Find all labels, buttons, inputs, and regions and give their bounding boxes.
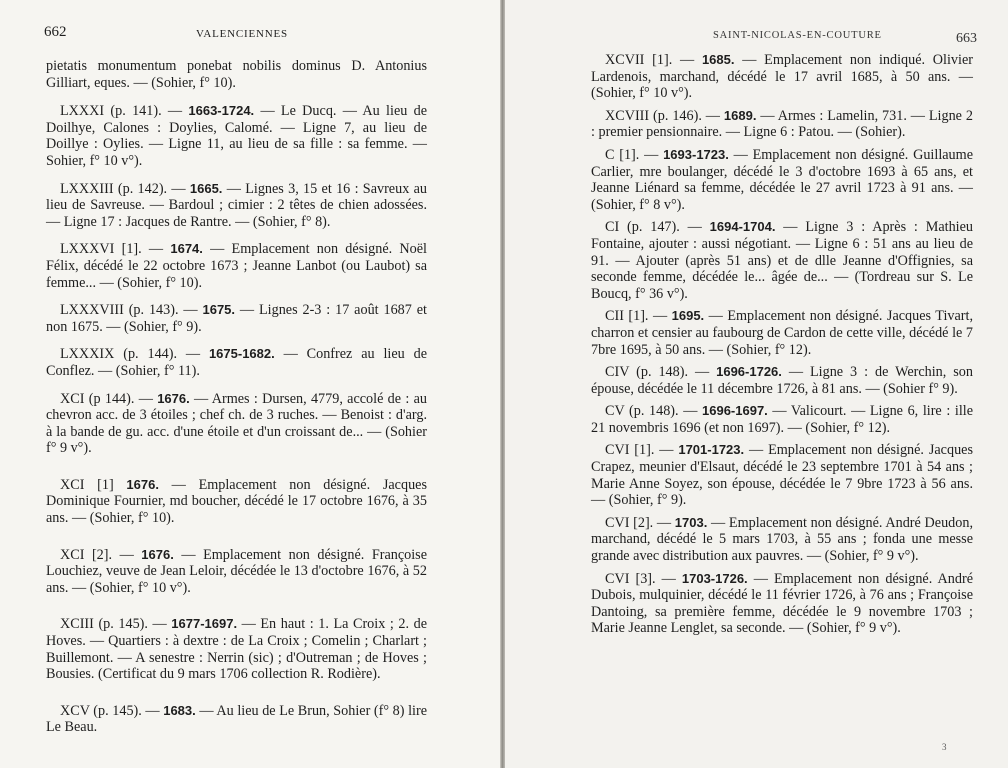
entry-dates: 1675. xyxy=(202,302,236,318)
entry-ref: CII [1]. — xyxy=(605,308,672,325)
entry-text: — Valicourt. — Ligne 6, lire : ille 21 novembris 1696 (et non 1697). — (Sohier, f° 12). xyxy=(591,403,974,436)
catalog-entry xyxy=(591,308,973,358)
entry-dates: 1683. xyxy=(163,702,196,718)
entry-text: — Lignes 2-3 : 17 août 1687 et non 1675. — (Sohier, f° 9). xyxy=(46,302,427,335)
entry-dates: 1695. xyxy=(671,308,705,324)
catalog-entry xyxy=(46,616,427,682)
entry-dates: 1674. xyxy=(170,241,203,257)
entry-dates: 1676. xyxy=(126,476,159,492)
entry-ref: LXXXIII (p. 142). — xyxy=(60,180,190,197)
entry-ref: CVI [1]. — xyxy=(605,442,679,459)
entry-text: — Armes : Dursen, 4779, accolé de : au chevron acc. de 3 étoiles ; chef ch. de 3 ruches. — Benoist : d'arg. à la bande de gu. acc. d'une étoile et d'un croissant de... — (Sohier f° 9 v°). xyxy=(46,390,428,457)
text-column xyxy=(591,52,973,643)
left-page xyxy=(0,0,500,768)
right-page xyxy=(505,0,1008,768)
entry-list xyxy=(46,103,427,736)
catalog-entry xyxy=(46,547,427,597)
catalog-entry xyxy=(591,515,973,565)
running-head: SAINT-NICOLAS-EN-COUTURE xyxy=(713,30,882,41)
entry-dates: 1703. xyxy=(674,514,708,530)
entry-text: — Emplacement non désigné. Françoise Louchiez, veuve de Jean Leloir, décédée le 13 d'octobre 1676, à 52 ans. — (Sohier, f° 10 v°). xyxy=(46,546,427,596)
entry-text: — Armes : Lamelin, 731. — Ligne 2 : premier pensionnaire. — Ligne 6 : Patou. — (Sohier). xyxy=(591,107,973,141)
entry-ref: C [1]. — xyxy=(605,146,664,163)
entry-text: — Emplacement non désigné. Noël Félix, décédé le 22 octobre 1673 ; Jeanne Lanbot (ou Laubot) sa femme... — (Sohier, f° 10). xyxy=(46,241,427,291)
entry-ref: LXXXVIII (p. 143). — xyxy=(60,302,203,319)
catalog-entry xyxy=(46,103,427,169)
entry-text: — Emplacement non désigné. Jacques Dominique Fournier, md boucher, décédé le 17 octobre 1676, à 35 ans. — (Sohier, f° 10). xyxy=(46,476,427,527)
entry-text: — Au lieu de Le Brun, Sohier (f° 8) lire Le Beau. xyxy=(46,702,427,736)
catalog-entry xyxy=(591,108,973,141)
text-column xyxy=(46,58,427,747)
catalog-entry xyxy=(591,52,973,102)
catalog-entry xyxy=(591,571,973,637)
entry-text: — Lignes 3, 15 et 16 : Savreux au lieu de Savreuse. — Bardoul ; cimier : 2 têtes de chien adossées. — Ligne 17 : Jacques de Rantre. — (Sohier, f° 8). xyxy=(46,180,427,230)
entry-dates: 1696-1697. xyxy=(702,403,768,419)
catalog-entry xyxy=(591,442,973,508)
entry-ref: LXXXIX (p. 144). — xyxy=(60,346,209,363)
continuation-text: pietatis monumentum ponebat nobilis dominus D. Antonius Gilliart, eques. — (Sohier, f° 10). xyxy=(46,58,427,91)
entry-ref: XCVIII (p. 146). — xyxy=(605,107,724,124)
entry-dates: 1689. xyxy=(723,107,757,123)
entry-dates: 1703-1726. xyxy=(681,570,748,586)
entry-ref: XCVII [1]. — xyxy=(605,52,702,68)
entry-dates: 1701-1723. xyxy=(678,442,745,458)
catalog-entry xyxy=(46,241,427,291)
entry-ref: XCI [1] xyxy=(60,476,127,493)
entry-dates: 1693-1723. xyxy=(663,146,729,162)
catalog-entry xyxy=(46,703,427,736)
entry-ref: XCI (p 144). — xyxy=(60,390,158,407)
entry-ref: CVI [2]. — xyxy=(605,514,675,531)
entry-text: — Le Ducq. — Au lieu de Doilhye, Calones : Doylies, Calomé. — Ligne 7, au lieu de Doillye : Oylies. — Ligne 11, au lieu de sa fille : sa femme. — Sohier, f° 10 v°). xyxy=(46,103,428,169)
entry-text: — Emplacement non indiqué. Olivier Lardenois, marchand, décédé le 17 avril 1685, à 50 ans. — (Sohier, f° 10 v°). xyxy=(591,52,973,102)
entry-text: — Ligne 3 : Après : Mathieu Fontaine, ajouter : aussi négotiant. — Ligne 6 : 51 ans au lieu de 91. — Ajouter (après 51 ans) et de dlle Jeanne d'Offignies, sa seconde femme, décédée le... âgée de... — (Tordreau sur S. Le Boucq, f° 36 v°). xyxy=(591,219,973,302)
running-head: VALENCIENNES xyxy=(196,28,288,40)
entry-text: — Emplacement non désigné. Jacques Tivart, charron et censier au faubourg de Cardon de cette ville, décédé le 7 7bre 1695, à 50 ans. — (Sohier, f° 12). xyxy=(591,308,973,358)
entry-ref: LXXXVI [1]. — xyxy=(60,241,171,258)
entry-ref: XCV (p. 145). — xyxy=(60,702,164,719)
entry-dates: 1665. xyxy=(189,180,223,196)
entry-dates: 1676. xyxy=(157,390,190,406)
entry-ref: LXXXI (p. 141). — xyxy=(60,103,189,120)
entry-ref: CI (p. 147). — xyxy=(605,219,710,236)
catalog-entry xyxy=(46,477,427,527)
entry-ref: XCI [2]. — xyxy=(60,546,142,563)
entry-list xyxy=(591,52,973,637)
entry-dates: 1696-1726. xyxy=(716,364,782,380)
entry-ref: XCIII (p. 145). — xyxy=(60,616,172,633)
entry-dates: 1685. xyxy=(701,52,735,67)
entry-text: — Confrez au lieu de Conflez. — (Sohier, f° 11). xyxy=(46,346,428,379)
catalog-entry xyxy=(46,302,427,335)
catalog-entry xyxy=(591,364,973,397)
page-number: 663 xyxy=(956,31,977,46)
catalog-entry xyxy=(591,147,973,213)
entry-ref: CVI [3]. — xyxy=(605,570,682,587)
catalog-entry xyxy=(46,346,427,379)
catalog-entry xyxy=(591,403,973,436)
entry-ref: CIV (p. 148). — xyxy=(605,364,717,381)
entry-text: — Ligne 3 : de Werchin, son épouse, décédée le 11 décembre 1726, à 81 ans. — (Sohier f° 9). xyxy=(591,364,973,397)
catalog-entry xyxy=(46,391,427,457)
entry-dates: 1694-1704. xyxy=(709,219,776,235)
page-number: 662 xyxy=(44,24,67,40)
catalog-entry xyxy=(591,219,973,302)
entry-text: — Emplacement non désigné. André Dubois, mulquinier, décédé le 11 février 1726, à 76 ans ; Françoise Dantoing, sa première femme, décédée le 9 novembre 1703 ; Marie Jeanne Lenglet, sa seconde. — (Sohier, f° 9 v°). xyxy=(591,570,973,637)
entry-text: — En haut : 1. La Croix ; 2. de Hoves. — Quartiers : à dextre : de La Croix ; Comelin ; Charlart ; Buillemont. — A senestre : Nerrin (sic) ; d'Outreman ; de Hoves ; Bousies. (Certificat du 9 mars 1706 collection R. Rodière). xyxy=(46,616,427,683)
entry-dates: 1675-1682. xyxy=(208,346,275,362)
entry-ref: CV (p. 148). — xyxy=(605,403,702,420)
catalog-entry xyxy=(46,181,427,231)
entry-dates: 1676. xyxy=(141,546,174,562)
entry-text: — Emplacement non désigné. André Deudon, marchand, décédé le 5 mars 1703, à 55 ans ; fonda une messe grande avec distribution aux pauvres. — (Sohier, f° 9 v°). xyxy=(591,514,973,565)
entry-dates: 1677-1697. xyxy=(171,616,238,632)
signature-mark: 3 xyxy=(942,742,947,752)
entry-dates: 1663-1724. xyxy=(188,103,255,119)
entry-text: — Emplacement non désigné. Guillaume Carlier, mre boulanger, décédé le 3 d'octobre 1693 à 65 ans, et Jeanne Liénard sa femme, décédée le 27 avril 1723 à 91 ans. — (Sohier, f° 8 v°). xyxy=(591,146,973,213)
entry-text: — Emplacement non désigné. Jacques Crapez, meunier d'Elsaut, décédé le 23 septembre 1701 à 54 ans ; Marie Anne Soyez, son épouse, décédée le 7 9bre 1723 à 56 ans. — (Sohier, f° 9). xyxy=(591,442,973,509)
